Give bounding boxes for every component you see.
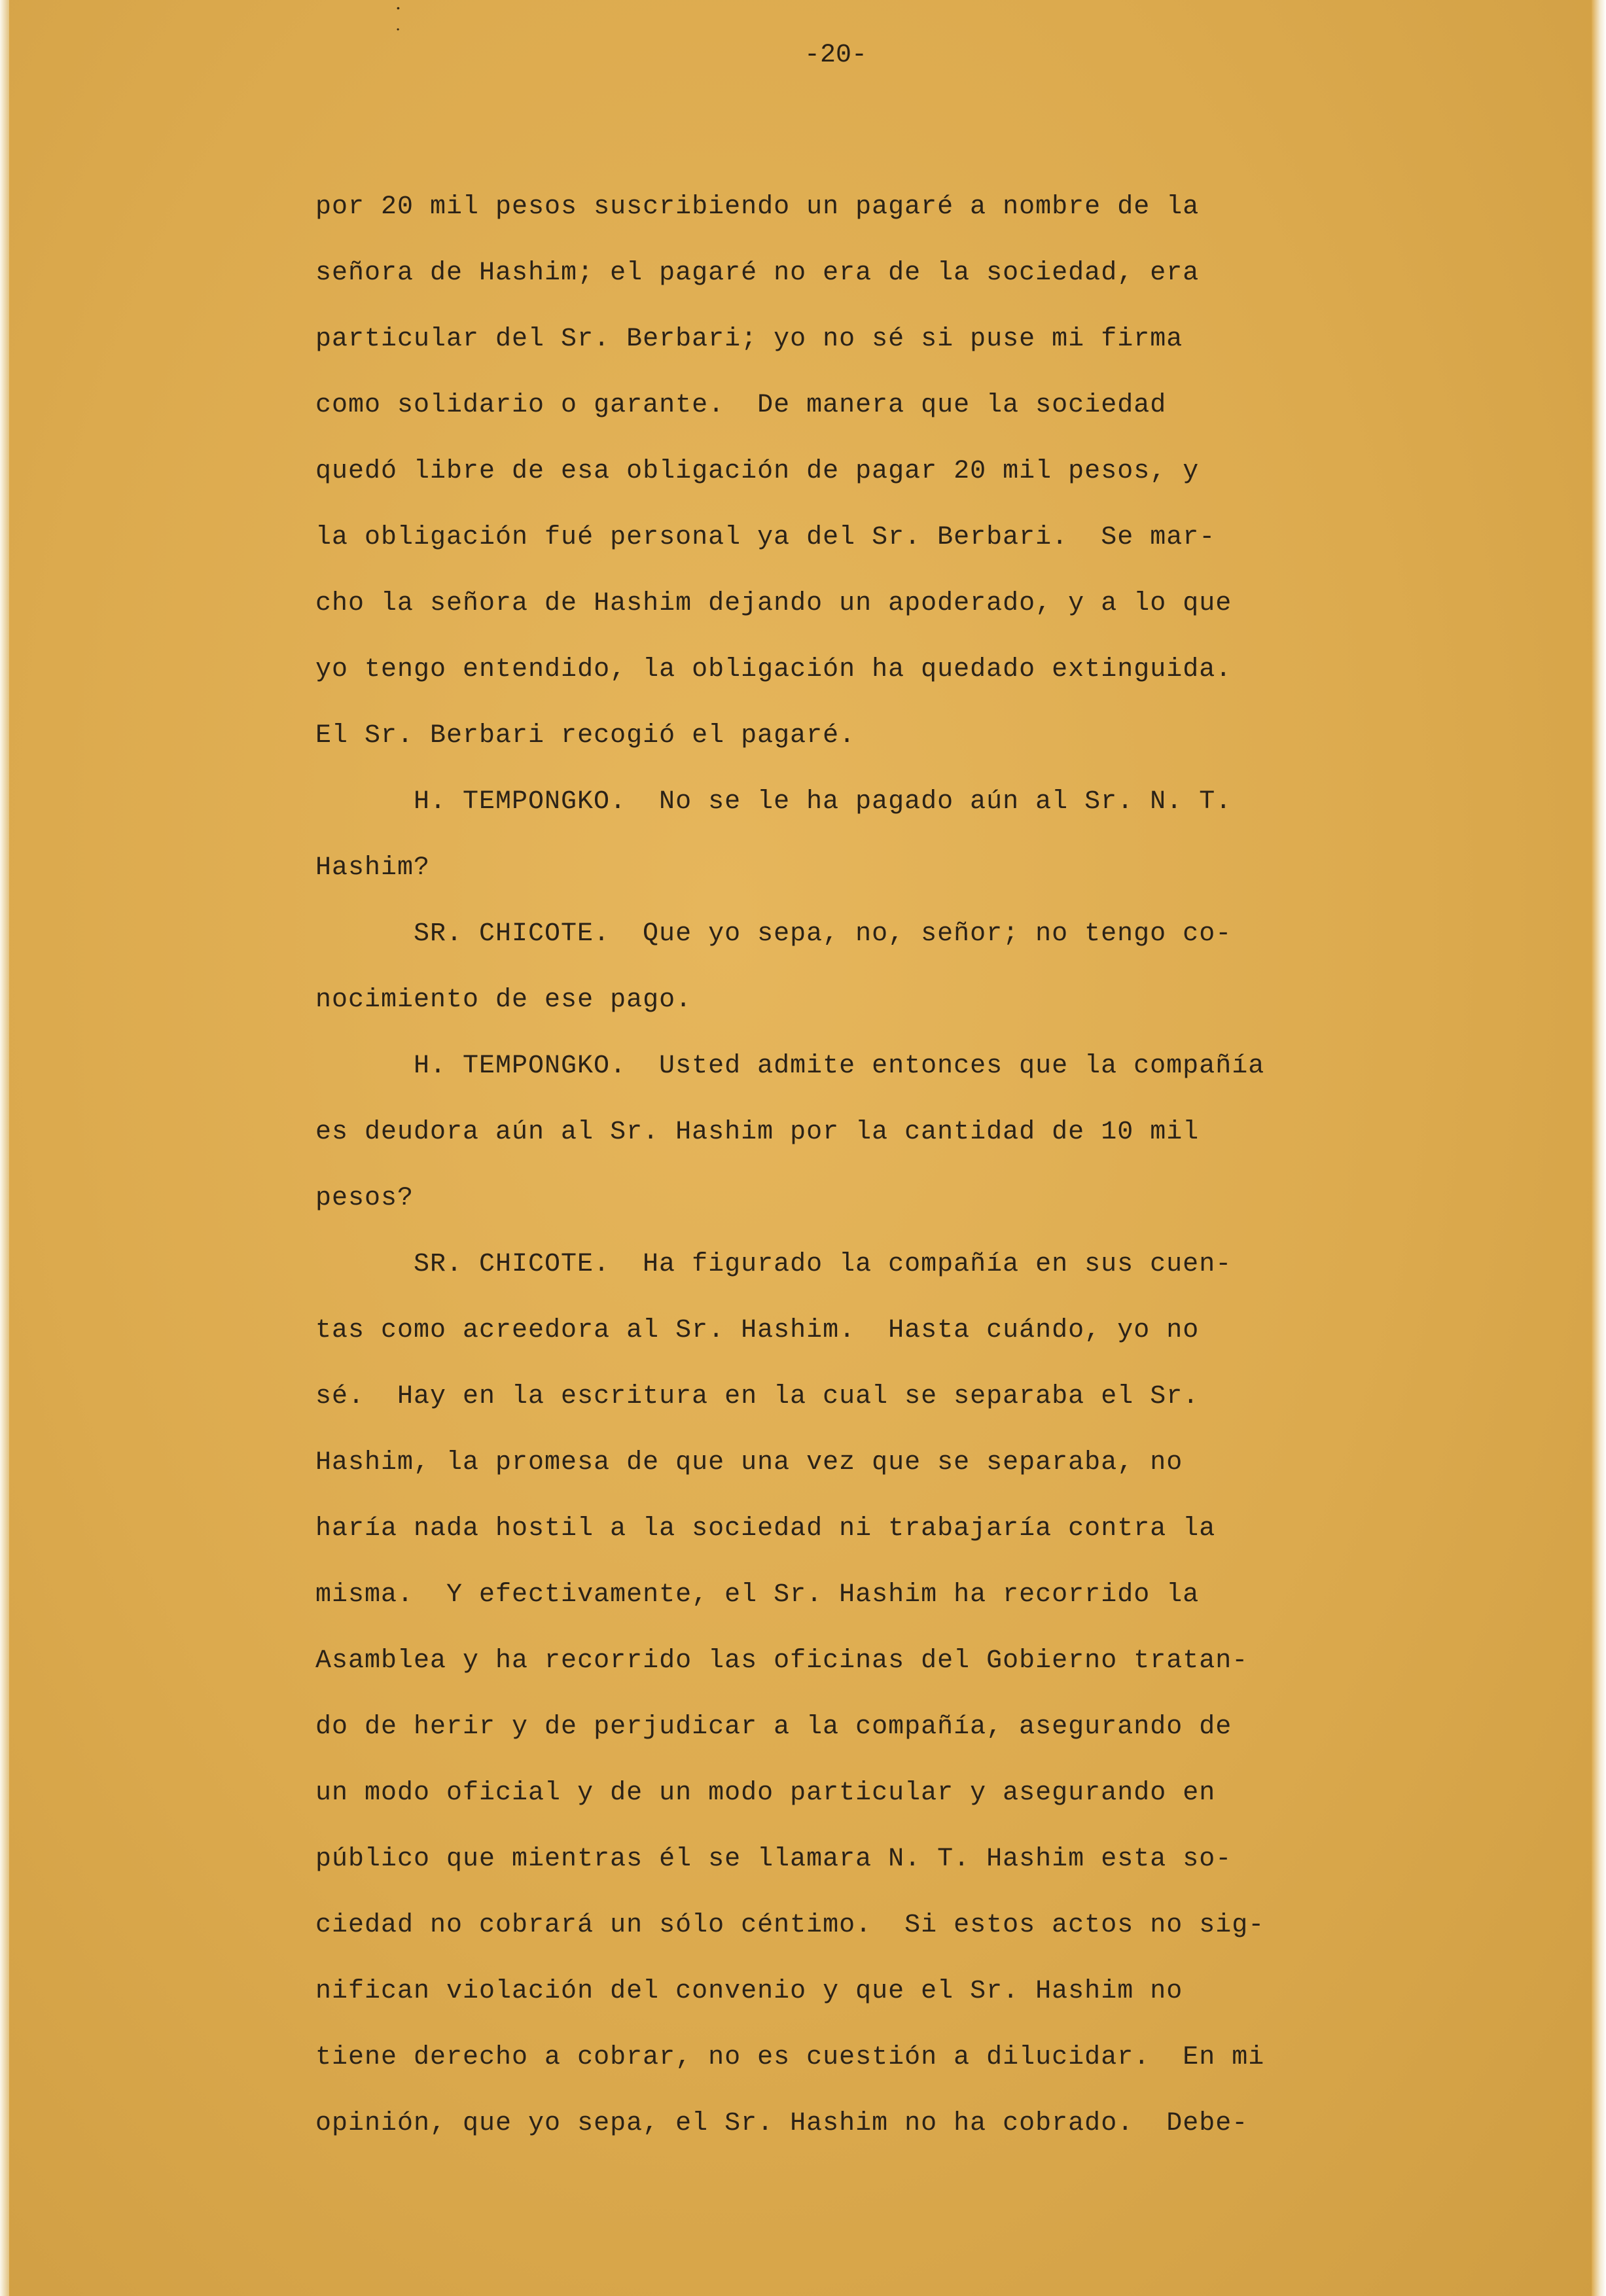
text-line: sé. Hay en la escritura en la cual se separaba el Sr. xyxy=(315,1382,1200,1411)
text-line: señora de Hashim; el pagaré no era de la sociedad, era xyxy=(315,258,1200,288)
text-line: ciedad no cobrará un sólo céntimo. Si estos actos no sig- xyxy=(315,1911,1265,1940)
text-line: pesos? xyxy=(315,1184,414,1213)
speaker-line-tempongko: H. TEMPONGKO. No se le ha pagado aún al Sr. N. T. xyxy=(414,787,1232,817)
text-line: la obligación fué personal ya del Sr. Berbari. Se mar- xyxy=(315,523,1216,552)
typed-text-body xyxy=(315,174,1520,2157)
text-line: por 20 mil pesos suscribiendo un pagaré a nombre de la xyxy=(315,192,1200,222)
text-line: particular del Sr. Berbari; yo no sé si puse mi firma xyxy=(315,325,1183,354)
text-line: Hashim? xyxy=(315,853,431,883)
speaker-line-tempongko: H. TEMPONGKO. Usted admite entonces que la compañía xyxy=(414,1051,1265,1081)
text-line: quedó libre de esa obligación de pagar 20 mil pesos, y xyxy=(315,457,1200,486)
paper-right-edge xyxy=(1592,0,1606,2296)
text-line: tas como acreedora al Sr. Hashim. Hasta cuándo, yo no xyxy=(315,1316,1200,1345)
text-line: nocimiento de ese pago. xyxy=(315,985,692,1015)
text-line: opinión, que yo sepa, el Sr. Hashim no ha cobrado. Debe- xyxy=(315,2109,1249,2138)
text-line: cho la señora de Hashim dejando un apoderado, y a lo que xyxy=(315,589,1232,618)
text-line: un modo oficial y de un modo particular y asegurando en xyxy=(315,1778,1216,1808)
text-line: haría nada hostil a la sociedad ni trabajaría contra la xyxy=(315,1514,1216,1544)
text-line: es deudora aún al Sr. Hashim por la cantidad de 10 mil xyxy=(315,1118,1200,1147)
paper-left-edge xyxy=(0,0,9,2296)
text-line: Hashim, la promesa de que una vez que se separaba, no xyxy=(315,1448,1183,1477)
stray-ink-dot: • xyxy=(397,25,400,34)
text-line: El Sr. Berbari recogió el pagaré. xyxy=(315,721,856,751)
text-line: misma. Y efectivamente, el Sr. Hashim ha recorrido la xyxy=(315,1580,1200,1610)
speaker-line-chicote: SR. CHICOTE. Ha figurado la compañía en sus cuen- xyxy=(414,1250,1232,1279)
speaker-line-chicote: SR. CHICOTE. Que yo sepa, no, señor; no tengo co- xyxy=(414,919,1232,949)
page-number: -20- xyxy=(804,41,867,70)
text-line: Asamblea y ha recorrido las oficinas del Gobierno tratan- xyxy=(315,1646,1249,1676)
text-line: do de herir y de perjudicar a la compañía, asegurando de xyxy=(315,1712,1232,1742)
text-line: como solidario o garante. De manera que la sociedad xyxy=(315,391,1167,420)
stray-ink-dot: • xyxy=(397,3,400,13)
text-line: nifican violación del convenio y que el Sr. Hashim no xyxy=(315,1977,1183,2006)
text-line: yo tengo entendido, la obligación ha quedado extinguida. xyxy=(315,655,1232,684)
text-line: público que mientras él se llamara N. T. Hashim esta so- xyxy=(315,1845,1232,1874)
text-line: tiene derecho a cobrar, no es cuestión a dilucidar. En mi xyxy=(315,2043,1265,2072)
